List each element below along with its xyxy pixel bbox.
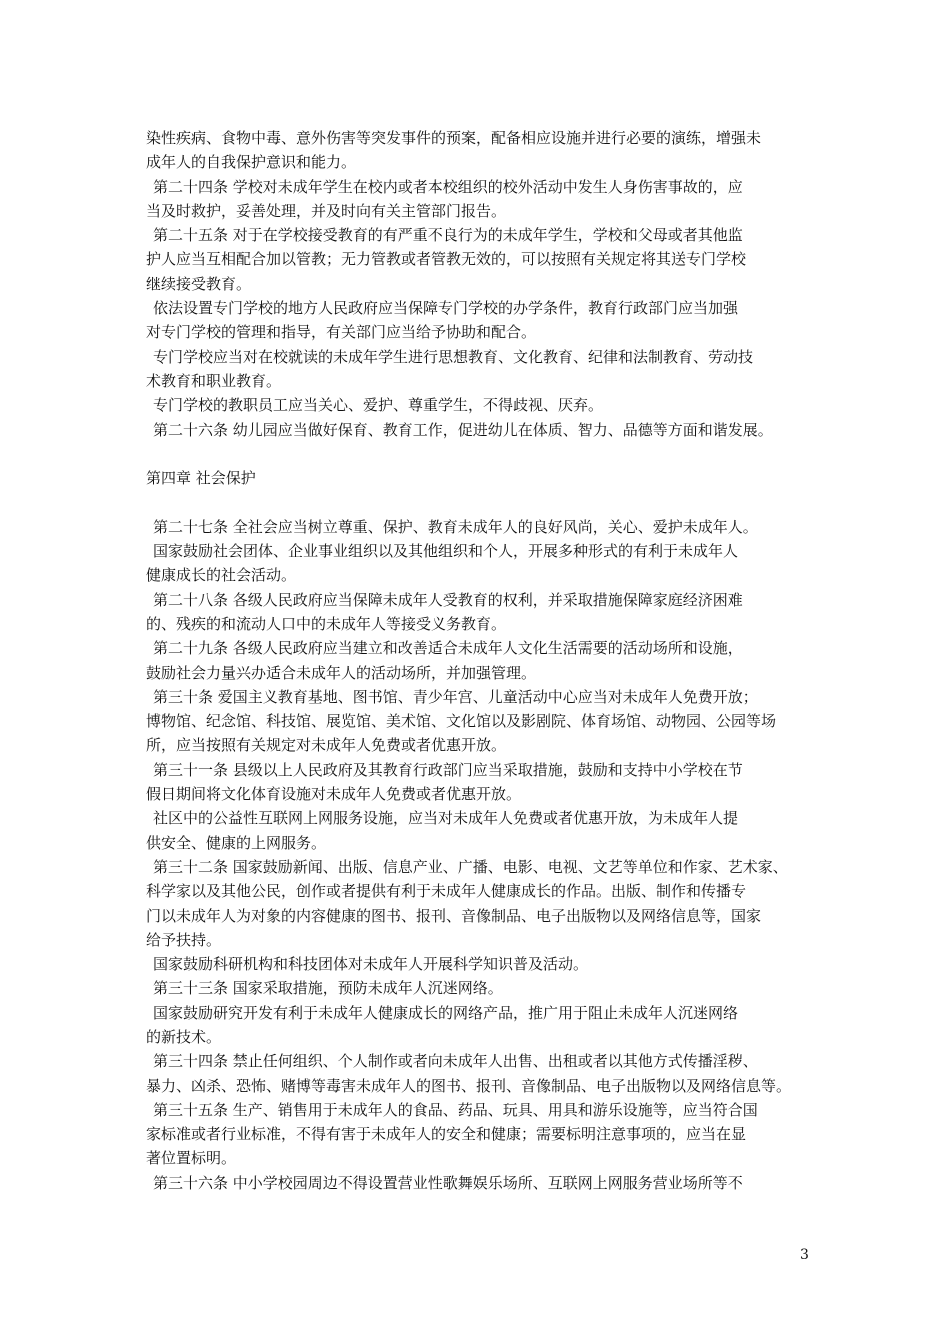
- text-line: 门以未成年人为对象的内容健康的图书、报刊、音像制品、电子出版物以及网络信息等，国家: [146, 906, 762, 925]
- text-line: 家标准或者行业标准，不得有害于未成年人的安全和健康；需要标明注意事项的，应当在显: [146, 1125, 747, 1144]
- text-line: 国家鼓励研究开发有利于未成年人健康成长的网络产品，推广用于阻止未成年人沉迷网络: [153, 1003, 739, 1022]
- text-line: 继续接受教育。: [146, 274, 252, 293]
- text-line: 第三十二条 国家鼓励新闻、出版、信息产业、广播、电影、电视、文艺等单位和作家、艺术家、: [153, 857, 788, 876]
- text-line: 第二十六条 幼儿园应当做好保育、教育工作，促进幼儿在体质、智力、品德等方面和谐发展。: [153, 420, 773, 439]
- text-line: 第三十一条 县级以上人民政府及其教育行政部门应当采取措施，鼓励和支持中小学校在节: [153, 760, 743, 779]
- text-line: 术教育和职业教育。: [146, 371, 282, 390]
- text-line: 给予扶持。: [146, 930, 222, 949]
- text-line: 国家鼓励社会团体、企业事业组织以及其他组织和个人，开展多种形式的有利于未成年人: [153, 542, 739, 561]
- text-line: 社区中的公益性互联网上网服务设施，应当对未成年人免费或者优惠开放，为未成年人提: [153, 809, 739, 828]
- text-line: 依法设置专门学校的地方人民政府应当保障专门学校的办学条件，教育行政部门应当加强: [153, 299, 739, 318]
- text-line: 第三十四条 禁止任何组织、个人制作或者向未成年人出售、出租或者以其他方式传播淫秽、: [153, 1052, 758, 1071]
- text-line: 博物馆、纪念馆、科技馆、展览馆、美术馆、文化馆以及影剧院、体育场馆、动物园、公园等场: [146, 712, 777, 731]
- blank-line: [146, 442, 814, 466]
- text-line: 护人应当互相配合加以管教；无力管教或者管教无效的，可以按照有关规定将其送专门学校: [146, 250, 747, 269]
- text-line: 健康成长的社会活动。: [146, 566, 297, 585]
- text-line: 专门学校的教职员工应当关心、爱护、尊重学生，不得歧视、厌弃。: [153, 396, 604, 415]
- text-line: 第二十五条 对于在学校接受教育的有严重不良行为的未成年学生，学校和父母或者其他监: [153, 226, 743, 245]
- text-line: 国家鼓励科研机构和科技团体对未成年人开展科学知识普及活动。: [153, 955, 589, 974]
- text-line: 第二十九条 各级人民政府应当建立和改善适合未成年人文化生活需要的活动场所和设施，: [153, 639, 743, 658]
- text-line: 当及时救护，妥善处理，并及时向有关主管部门报告。: [146, 201, 507, 220]
- text-line: 第二十八条 各级人民政府应当保障未成年人受教育的权利，并采取措施保障家庭经济困难: [153, 590, 743, 609]
- text-line: 著位置标明。: [146, 1149, 237, 1168]
- text-line: 第二十四条 学校对未成年学生在校内或者本校组织的校外活动中发生人身伤害事故的，应: [153, 177, 743, 196]
- text-line: 所，应当按照有关规定对未成年人免费或者优惠开放。: [146, 736, 507, 755]
- text-line: 的、残疾的和流动人口中的未成年人等接受义务教育。: [146, 614, 507, 633]
- text-line: 第三十条 爱国主义教育基地、图书馆、青少年宫、儿童活动中心应当对未成年人免费开放；: [153, 687, 758, 706]
- text-line: 暴力、凶杀、恐怖、赌博等毒害未成年人的图书、报刊、音像制品、电子出版物以及网络信息等。: [146, 1076, 792, 1095]
- text-line: 对专门学校的管理和指导，有关部门应当给予协助和配合。: [146, 323, 537, 342]
- text-line: 科学家以及其他公民，创作或者提供有利于未成年人健康成长的作品。出版、制作和传播专: [146, 882, 747, 901]
- text-line: 专门学校应当对在校就读的未成年学生进行思想教育、文化教育、纪律和法制教育、劳动技: [153, 347, 754, 366]
- page-number: 3: [800, 1247, 809, 1263]
- text-line: 成年人的自我保护意识和能力。: [146, 153, 357, 172]
- text-line: 供安全、健康的上网服务。: [146, 833, 327, 852]
- text-line: 的新技术。: [146, 1027, 222, 1046]
- document-body: [146, 126, 814, 1195]
- text-line: 第三十三条 国家采取措施，预防未成年人沉迷网络。: [153, 979, 503, 998]
- text-line: 第二十七条 全社会应当树立尊重、保护、教育未成年人的良好风尚，关心、爱护未成年人。: [153, 517, 758, 536]
- text-line: 鼓励社会力量兴办适合未成年人的活动场所，并加强管理。: [146, 663, 537, 682]
- blank-line: [146, 490, 814, 514]
- text-line: 第三十五条 生产、销售用于未成年人的食品、药品、玩具、用具和游乐设施等，应当符合国: [153, 1100, 758, 1119]
- text-line: 假日期间将文化体育设施对未成年人免费或者优惠开放。: [146, 785, 522, 804]
- chapter-heading: 第四章 社会保护: [146, 469, 256, 488]
- text-line: 第三十六条 中小学校园周边不得设置营业性歌舞娱乐场所、互联网上网服务营业场所等不: [153, 1173, 743, 1192]
- text-line: 染性疾病、食物中毒、意外伤害等突发事件的预案，配备相应设施并进行必要的演练，增强未: [146, 129, 762, 147]
